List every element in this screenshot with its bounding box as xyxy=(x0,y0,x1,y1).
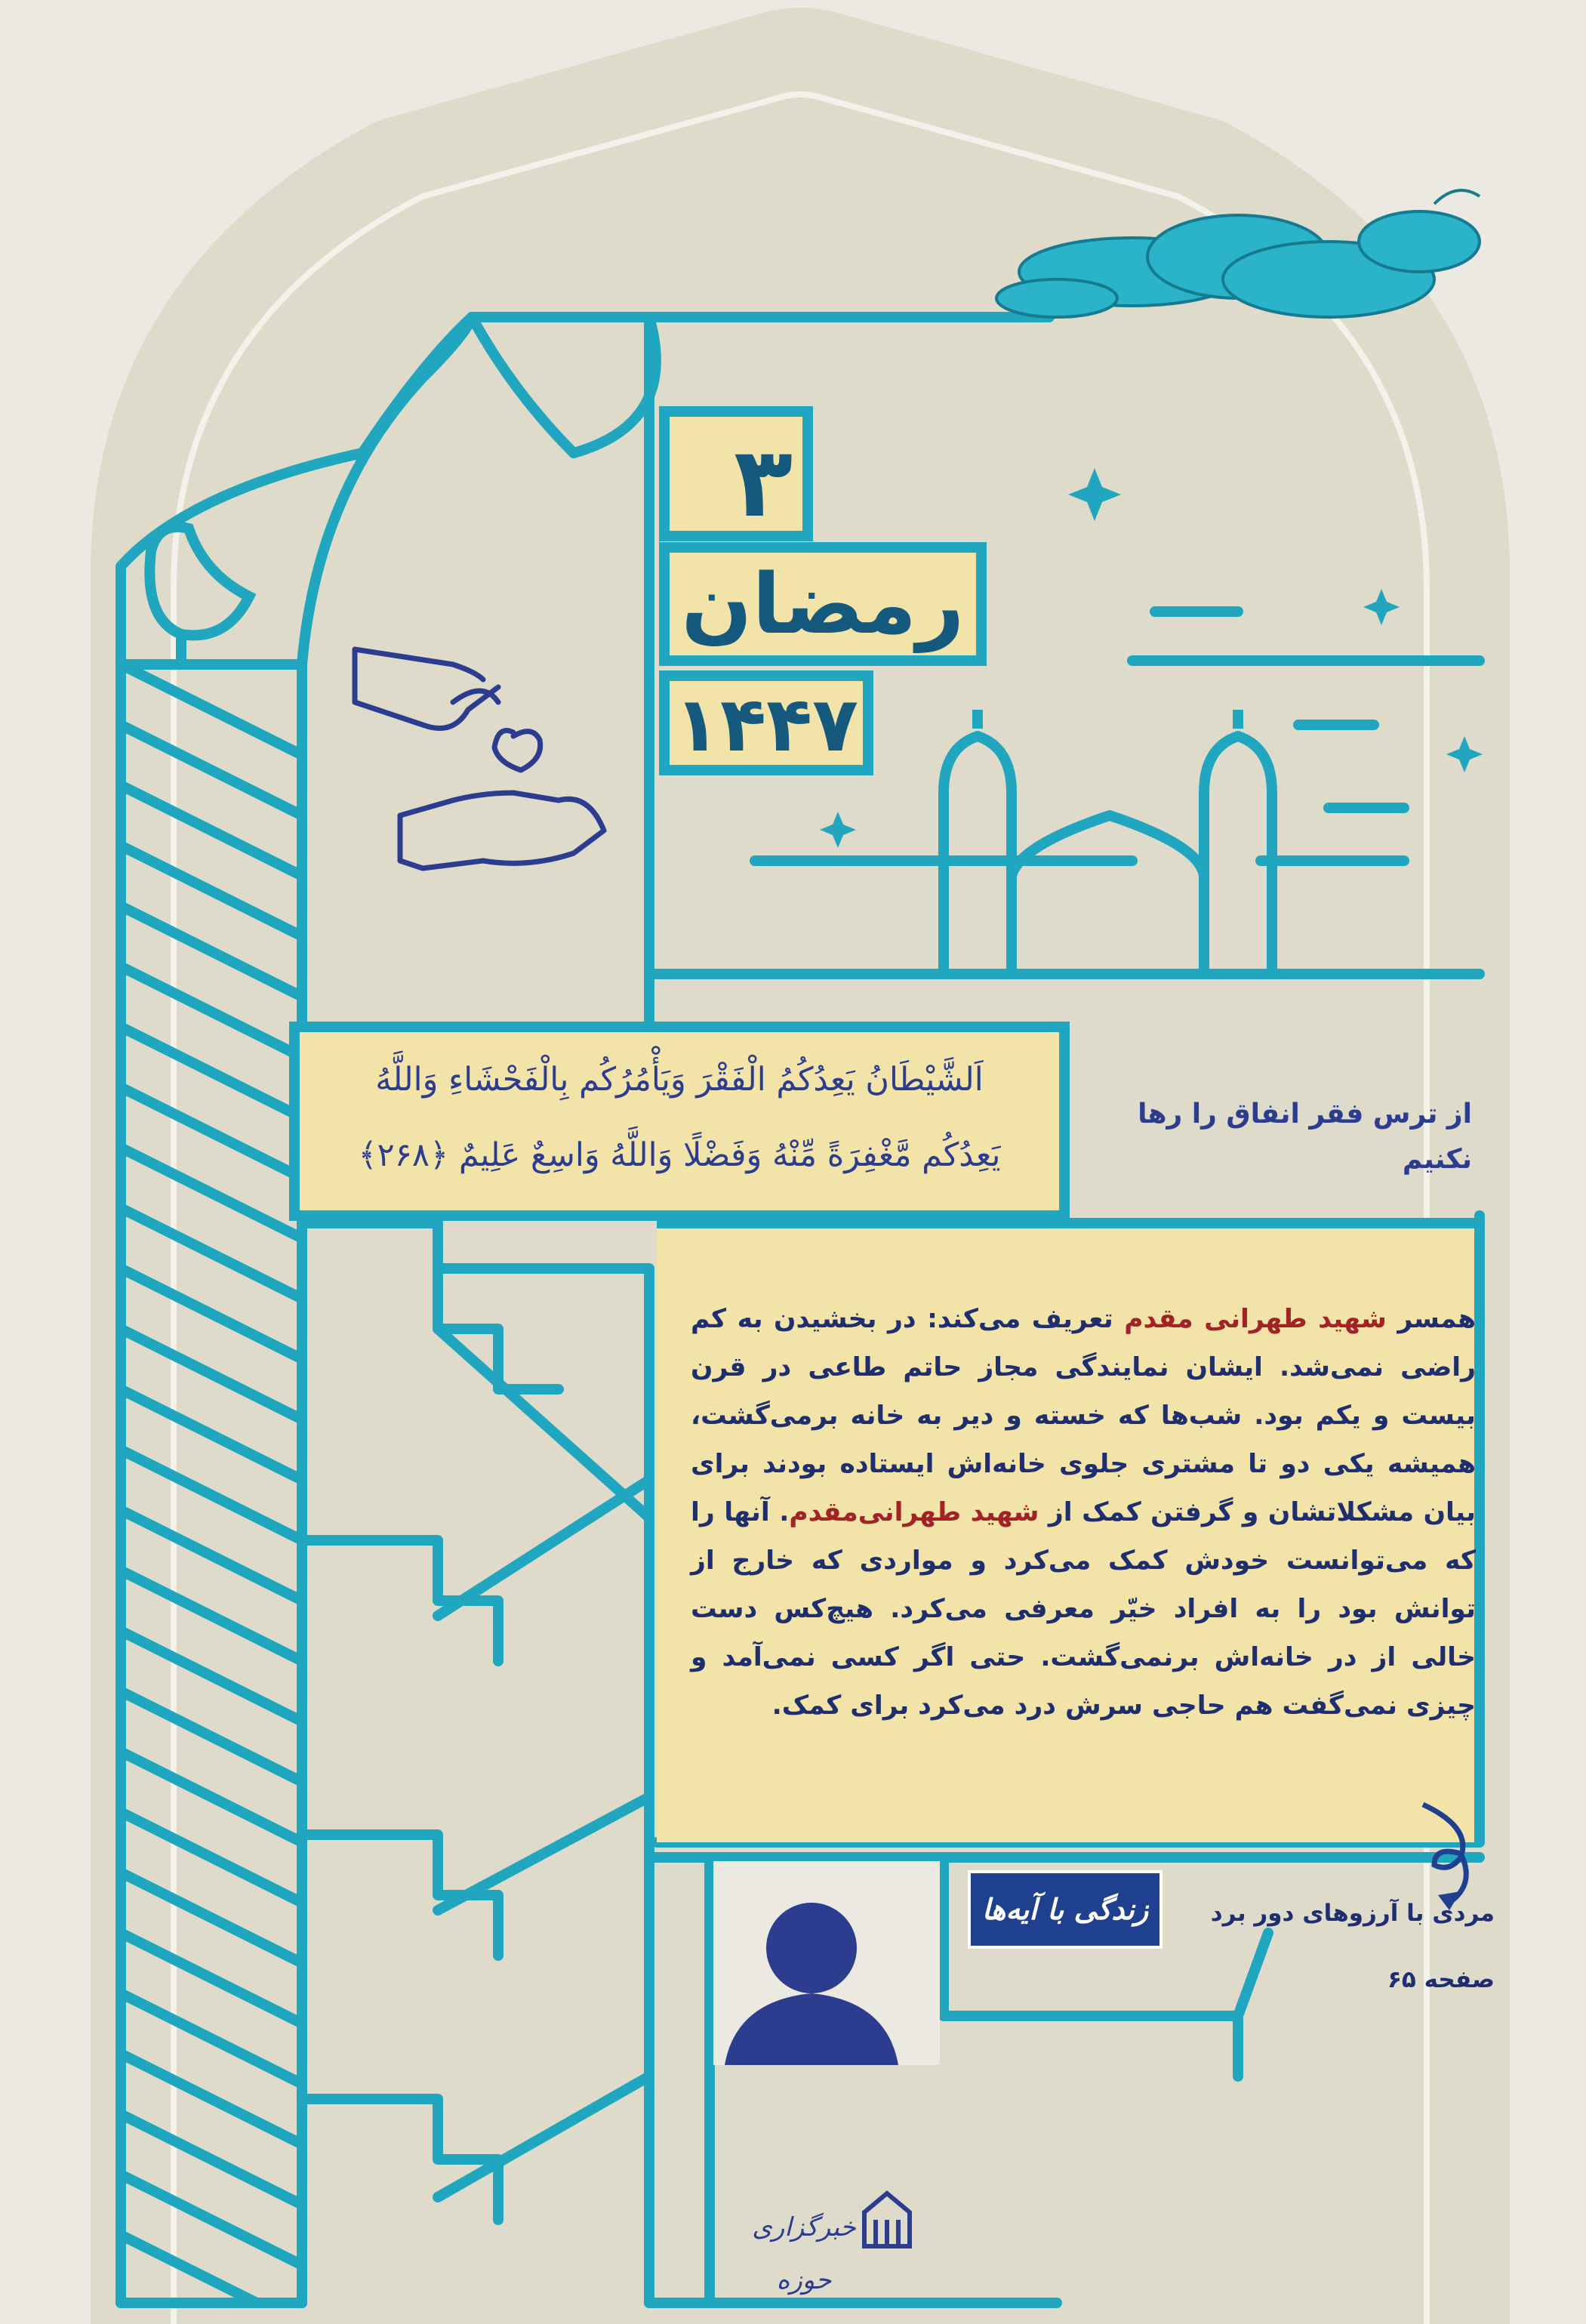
story-part-2: . آنها را که می‌توانست خودش کمک می‌کرد و مواردی که خارج از توانش بود را به افراد خیّر معرفی می‌کرد. هیچ‌کس دست خالی از در خانه‌اش برنمی‌گشت. حتی اگر کسی نمی‌آمد و چیزی نمی‌گفت هم حاجی سرش درد می‌کرد برای کمک. xyxy=(691,1497,1476,1721)
quran-verse: اَلشَّيْطَانُ يَعِدُكُمُ الْفَقْرَ وَيَأْمُرُكُم بِالْفَحْشَاءِ وَاللَّهُ يَعِدُكُم مَّغْفِرَةً مِّنْهُ وَفَضْلًا وَاللَّهُ وَاسِعٌ عَلِيمٌ ﴿۲۶۸﴾ xyxy=(358,1061,1001,1174)
martyr-name-highlight-2: شهید طهرانی‌مقدم xyxy=(789,1497,1039,1527)
verse-subtitle: از ترس فقر انفاق را رها نکنیم xyxy=(1138,1099,1472,1175)
story-intro-before: همسر xyxy=(1386,1304,1476,1334)
portrait-icon xyxy=(713,1861,940,2065)
martyr-name-highlight: شهید طهرانی مقدم xyxy=(1124,1304,1387,1334)
year-number: ۱۴۴۷ xyxy=(673,680,859,769)
story-text xyxy=(691,1295,1476,1793)
story-intro-after: تعریف می‌کند: xyxy=(927,1304,1125,1334)
month-name: رمضان xyxy=(681,556,965,652)
day-number: ۳ xyxy=(733,427,793,539)
book-page: صفحه ۶۵ xyxy=(1387,1966,1495,1993)
story-part-1: در بخشیدن به کم راضی نمی‌شد. ایشان نمایندگی مجاز حاتم طاعی در قرن بیست و یکم بود. شب‌ها که خسته و دیر به خانه برمی‌گشت، همیشه یکی دو تا مشتری جلوی خانه‌اش ایستاده بودند برای بیان مشکلاتشان و گرفتن کمک از xyxy=(691,1304,1477,1527)
book-title: مردی با آرزوهای دور برد xyxy=(1210,1900,1495,1927)
agency-name: خبرگزاری حوزه xyxy=(752,2212,856,2295)
series-title: زندگی با آیه‌ها xyxy=(981,1892,1149,1926)
